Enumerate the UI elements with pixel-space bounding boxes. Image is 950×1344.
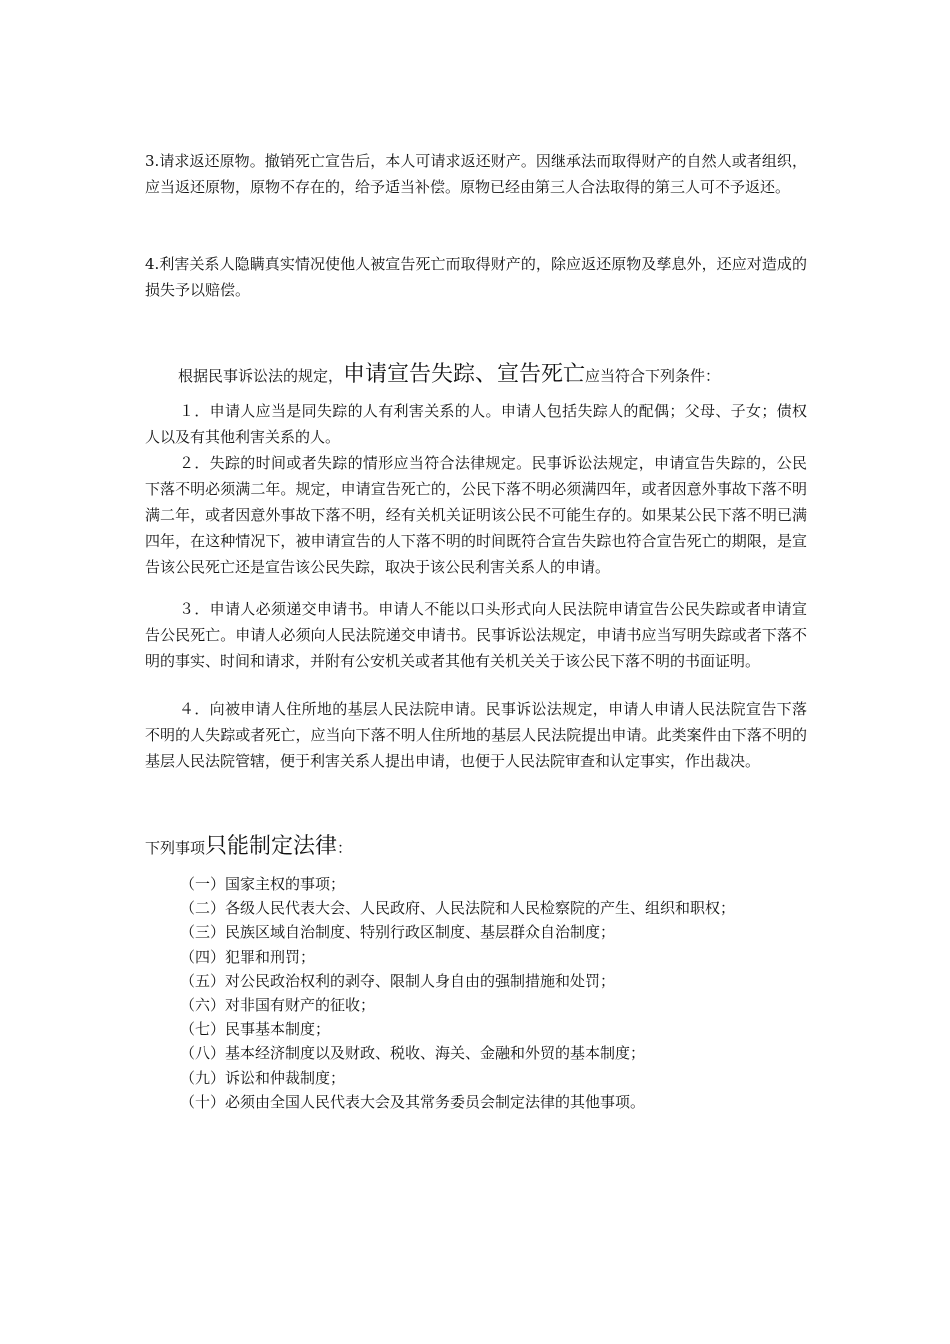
condition-item bbox=[145, 398, 807, 450]
condition-text: 向被申请人住所地的基层人民法院申请。民事诉讼法规定，申请人申请人民法院宣告下落不明的人失踪或者死亡，应当向下落不明人住所地的基层人民法院提出申请。此类案件由下落不明的基层人民法院管辖，便于利害关系人提出申请，也便于人民法院审查和认定事实，作出裁决。 bbox=[145, 700, 807, 770]
section1-heading-prefix: 根据民事诉讼法的规定， bbox=[178, 367, 344, 385]
list-item: （十）必须由全国人民代表大会及其常务委员会制定法律的其他事项。 bbox=[180, 1092, 646, 1111]
list-item: （三）民族区域自治制度、特别行政区制度、基层群众自治制度； bbox=[180, 923, 616, 942]
section2-heading-emphasis: 只能制定法律 bbox=[205, 834, 338, 859]
condition-number: ４． bbox=[179, 700, 210, 718]
list-item: （九）诉讼和仲裁制度； bbox=[180, 1068, 346, 1087]
condition-number: ２． bbox=[179, 454, 210, 472]
condition-item bbox=[145, 696, 807, 774]
section2-heading-suffix: ： bbox=[337, 839, 353, 857]
list-item: （五）对公民政治权利的剥夺、限制人身自由的强制措施和处罚； bbox=[180, 971, 616, 990]
list-item: （一）国家主权的事项； bbox=[180, 875, 346, 893]
condition-number: １． bbox=[179, 402, 210, 420]
list-item: （四）犯罪和刑罚； bbox=[180, 947, 316, 966]
condition-item bbox=[145, 450, 807, 580]
list-item: （二）各级人民代表大会、人民政府、人民法院和人民检察院的产生、组织和职权； bbox=[180, 899, 736, 918]
section1-heading bbox=[178, 360, 720, 391]
list-item: （七）民事基本制度； bbox=[180, 1020, 331, 1039]
condition-text: 失踪的时间或者失踪的情形应当符合法律规定。民事诉讼法规定，申请宣告失踪的，公民下落不明必须满二年。规定，申请宣告死亡的，公民下落不明必须满四年，或者因意外事故下落不明满二年，或者因意外事故下落不明，经有关机关证明该公民不可能生存的。如果某公民下落不明已满四年，在这种情况下，被申请宣告的人下落不明的时间既符合宣告失踪也符合宣告死亡的期限，是宣告该公民死亡还是宣告该公民失踪，取决于该公民利害关系人的申请。 bbox=[145, 454, 807, 576]
condition-item bbox=[145, 596, 807, 674]
section2-heading-prefix: 下列事项 bbox=[145, 839, 206, 857]
condition-number: ３． bbox=[179, 600, 210, 618]
list-item: （六）对非国有财产的征收； bbox=[180, 996, 376, 1015]
section1-heading-emphasis: 申请宣告失踪、宣告死亡 bbox=[343, 362, 586, 387]
condition-text: 申请人必须递交申请书。申请人不能以口头形式向人民法院申请宣告公民失踪或者申请宣告公民死亡。申请人必须向人民法院递交申请书。民事诉讼法规定，申请书应当写明失踪或者下落不明的事实、时间和请求，并附有公安机关或者其他有关机关关于该公民下落不明的书面证明。 bbox=[145, 600, 807, 670]
section2-heading bbox=[145, 832, 352, 863]
law-matters-list bbox=[180, 872, 735, 1114]
paragraph-compensation: 4.利害关系人隐瞒真实情况使他人被宣告死亡而取得财产的，除应返还原物及孳息外，还应对造成的损失予以赔偿。 bbox=[145, 255, 807, 299]
section1-heading-suffix: 应当符合下列条件： bbox=[585, 367, 721, 385]
list-item: （八）基本经济制度以及财政、税收、海关、金融和外贸的基本制度； bbox=[180, 1044, 646, 1063]
condition-text: 申请人应当是同失踪的人有利害关系的人。申请人包括失踪人的配偶；父母、子女；债权人以及有其他利害关系的人。 bbox=[145, 402, 807, 446]
paragraph-return-property: 3.请求返还原物。撤销死亡宣告后，本人可请求返还财产。因继承法而取得财产的自然人或者组织，应当返还原物，原物不存在的，给予适当补偿。原物已经由第三人合法取得的第三人可不予返还。 bbox=[145, 152, 807, 196]
